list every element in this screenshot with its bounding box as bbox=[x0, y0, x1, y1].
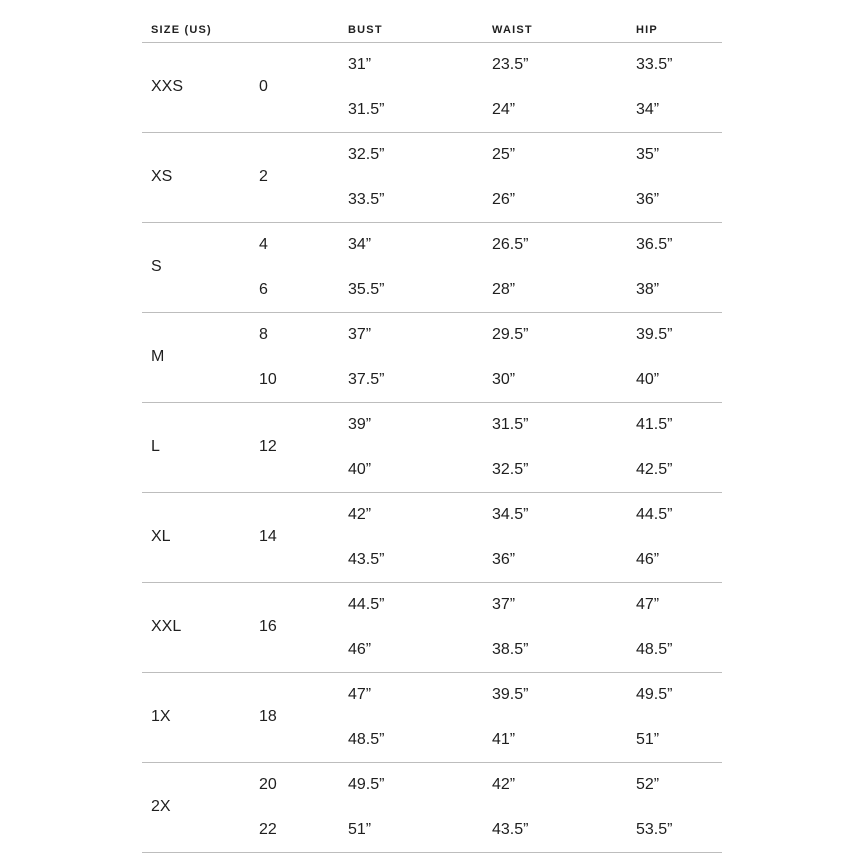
waist-measurement: 28” bbox=[492, 281, 516, 298]
table-row bbox=[142, 763, 722, 853]
table-row bbox=[142, 583, 722, 673]
waist-measurement: 31.5” bbox=[492, 416, 529, 433]
hip-measurement: 46” bbox=[636, 551, 660, 568]
hip-measurement: 35” bbox=[636, 146, 660, 163]
bust-measurement: 49.5” bbox=[348, 776, 385, 793]
table-row bbox=[142, 673, 722, 763]
bust-measurement: 37.5” bbox=[348, 371, 385, 388]
bust-measurement: 32.5” bbox=[348, 146, 385, 163]
size-label: XXS bbox=[151, 78, 184, 95]
size-label: 2X bbox=[151, 798, 171, 815]
size-chart-table bbox=[142, 20, 722, 853]
table-row bbox=[142, 133, 722, 223]
numeric-size: 4 bbox=[259, 236, 268, 253]
hip-measurement: 39.5” bbox=[636, 326, 673, 343]
hip-measurement: 40” bbox=[636, 371, 660, 388]
numeric-size: 8 bbox=[259, 326, 268, 343]
table-row bbox=[142, 43, 722, 133]
waist-measurement: 41” bbox=[492, 731, 516, 748]
hip-measurement: 36” bbox=[636, 191, 660, 208]
waist-measurement: 29.5” bbox=[492, 326, 529, 343]
bust-measurement: 43.5” bbox=[348, 551, 385, 568]
bust-measurement: 39” bbox=[348, 416, 372, 433]
numeric-size: 0 bbox=[259, 78, 268, 95]
table-body bbox=[142, 43, 722, 853]
table-row bbox=[142, 493, 722, 583]
header-bust: BUST bbox=[348, 24, 383, 36]
bust-measurement: 34” bbox=[348, 236, 372, 253]
bust-measurement: 47” bbox=[348, 686, 372, 703]
hip-measurement: 33.5” bbox=[636, 56, 673, 73]
numeric-size: 10 bbox=[259, 371, 277, 388]
bust-measurement: 37” bbox=[348, 326, 372, 343]
hip-measurement: 51” bbox=[636, 731, 660, 748]
waist-measurement: 34.5” bbox=[492, 506, 529, 523]
size-label: XXL bbox=[151, 618, 182, 635]
numeric-size: 22 bbox=[259, 821, 277, 838]
hip-measurement: 34” bbox=[636, 101, 660, 118]
hip-measurement: 38” bbox=[636, 281, 660, 298]
bust-measurement: 31” bbox=[348, 56, 372, 73]
numeric-size: 14 bbox=[259, 528, 277, 545]
hip-measurement: 42.5” bbox=[636, 461, 673, 478]
waist-measurement: 42” bbox=[492, 776, 516, 793]
bust-measurement: 48.5” bbox=[348, 731, 385, 748]
waist-measurement: 26” bbox=[492, 191, 516, 208]
hip-measurement: 36.5” bbox=[636, 236, 673, 253]
header-size: SIZE (US) bbox=[151, 24, 212, 36]
waist-measurement: 25” bbox=[492, 146, 516, 163]
numeric-size: 12 bbox=[259, 438, 277, 455]
hip-measurement: 47” bbox=[636, 596, 660, 613]
table-header bbox=[142, 20, 722, 43]
hip-measurement: 44.5” bbox=[636, 506, 673, 523]
size-label: S bbox=[151, 258, 162, 275]
waist-measurement: 30” bbox=[492, 371, 516, 388]
table-row bbox=[142, 313, 722, 403]
hip-measurement: 52” bbox=[636, 776, 660, 793]
bust-measurement: 51” bbox=[348, 821, 372, 838]
hip-measurement: 41.5” bbox=[636, 416, 673, 433]
waist-measurement: 39.5” bbox=[492, 686, 529, 703]
bust-measurement: 35.5” bbox=[348, 281, 385, 298]
header-hip: HIP bbox=[636, 24, 658, 36]
hip-measurement: 53.5” bbox=[636, 821, 673, 838]
waist-measurement: 26.5” bbox=[492, 236, 529, 253]
waist-measurement: 24” bbox=[492, 101, 516, 118]
size-label: 1X bbox=[151, 708, 171, 725]
size-label: L bbox=[151, 438, 160, 455]
hip-measurement: 49.5” bbox=[636, 686, 673, 703]
size-label: M bbox=[151, 348, 165, 365]
bust-measurement: 44.5” bbox=[348, 596, 385, 613]
bust-measurement: 31.5” bbox=[348, 101, 385, 118]
header-waist: WAIST bbox=[492, 24, 533, 36]
waist-measurement: 23.5” bbox=[492, 56, 529, 73]
table-row bbox=[142, 403, 722, 493]
table-row bbox=[142, 223, 722, 313]
size-label: XL bbox=[151, 528, 171, 545]
numeric-size: 16 bbox=[259, 618, 277, 635]
numeric-size: 2 bbox=[259, 168, 268, 185]
hip-measurement: 48.5” bbox=[636, 641, 673, 658]
bust-measurement: 46” bbox=[348, 641, 372, 658]
numeric-size: 20 bbox=[259, 776, 277, 793]
waist-measurement: 37” bbox=[492, 596, 516, 613]
numeric-size: 6 bbox=[259, 281, 268, 298]
bust-measurement: 42” bbox=[348, 506, 372, 523]
waist-measurement: 32.5” bbox=[492, 461, 529, 478]
waist-measurement: 36” bbox=[492, 551, 516, 568]
numeric-size: 18 bbox=[259, 708, 277, 725]
size-label: XS bbox=[151, 168, 173, 185]
waist-measurement: 43.5” bbox=[492, 821, 529, 838]
bust-measurement: 33.5” bbox=[348, 191, 385, 208]
bust-measurement: 40” bbox=[348, 461, 372, 478]
waist-measurement: 38.5” bbox=[492, 641, 529, 658]
